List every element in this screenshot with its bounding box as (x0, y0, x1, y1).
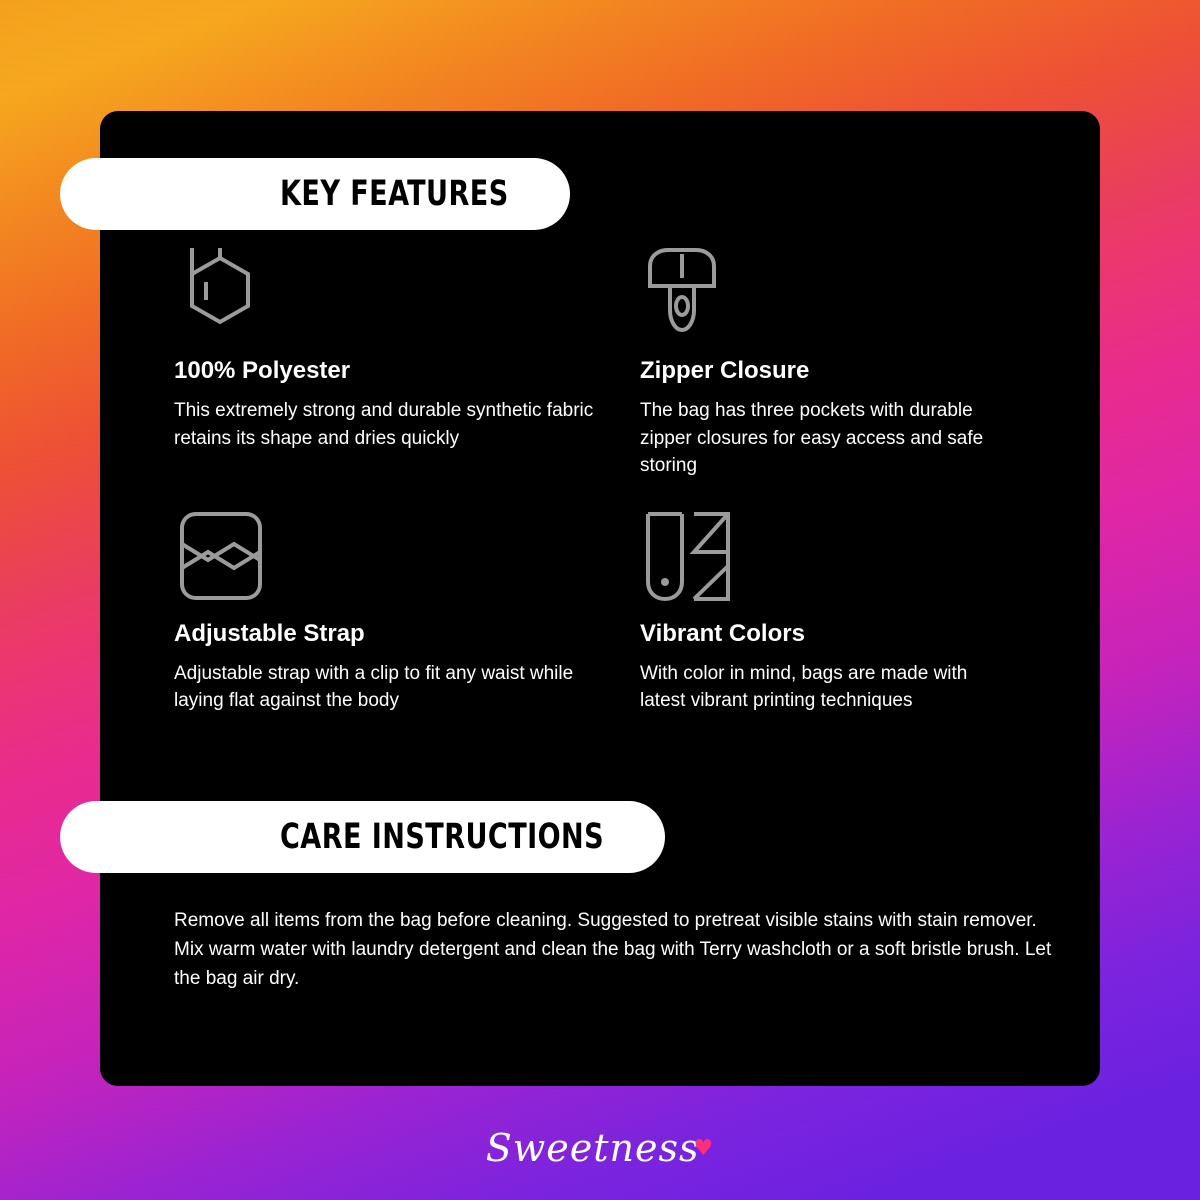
hexagon-fabric-icon (174, 241, 610, 351)
feature-title-polyester: 100% Polyester (174, 357, 351, 384)
feature-title-strap: Adjustable Strap (174, 619, 365, 647)
feature-item-polyester (174, 241, 640, 480)
feature-description-colors: With color in mind, bags are made with latest vibrant printing techniques (640, 662, 968, 712)
feature-item-colors (640, 504, 1044, 715)
key-features-heading-pill (60, 158, 570, 230)
brand-logo (0, 1126, 1200, 1170)
feature-description-zipper: The bag has three pockets with durable zipper closures for easy access and safe storing (640, 400, 984, 477)
key-features-label: KEY FEATURES (280, 174, 509, 214)
care-instructions-text: Remove all items from the bag before cleaning. Suggested to pretreat visible stains with stain remover. Mix warm water with laundry detergent and clean the bag with Terry washcloth or a soft bristle brush. Let the bag air dry. (174, 910, 1052, 990)
heart-icon: ♥ (693, 1136, 715, 1161)
feature-description-polyester: This extremely strong and durable synthetic fabric retains its shape and dries quickly (174, 400, 594, 449)
feature-title-colors: Vibrant Colors (640, 619, 805, 647)
features-grid (174, 241, 1044, 715)
zipper-closure-icon (640, 241, 1014, 351)
vibrant-colors-icon (640, 504, 1014, 614)
feature-description-strap: Adjustable strap with a clip to fit any waist while laying flat against the body (174, 662, 574, 712)
care-instructions-heading-pill (60, 801, 665, 873)
brand-name: Sweetness (485, 1126, 700, 1170)
feature-item-strap (174, 504, 640, 715)
feature-item-zipper (640, 241, 1044, 480)
care-instructions-label: CARE INSTRUCTIONS (280, 817, 605, 857)
content-card (100, 111, 1100, 1086)
adjustable-strap-icon (174, 504, 610, 614)
feature-title-zipper: Zipper Closure (640, 357, 810, 384)
